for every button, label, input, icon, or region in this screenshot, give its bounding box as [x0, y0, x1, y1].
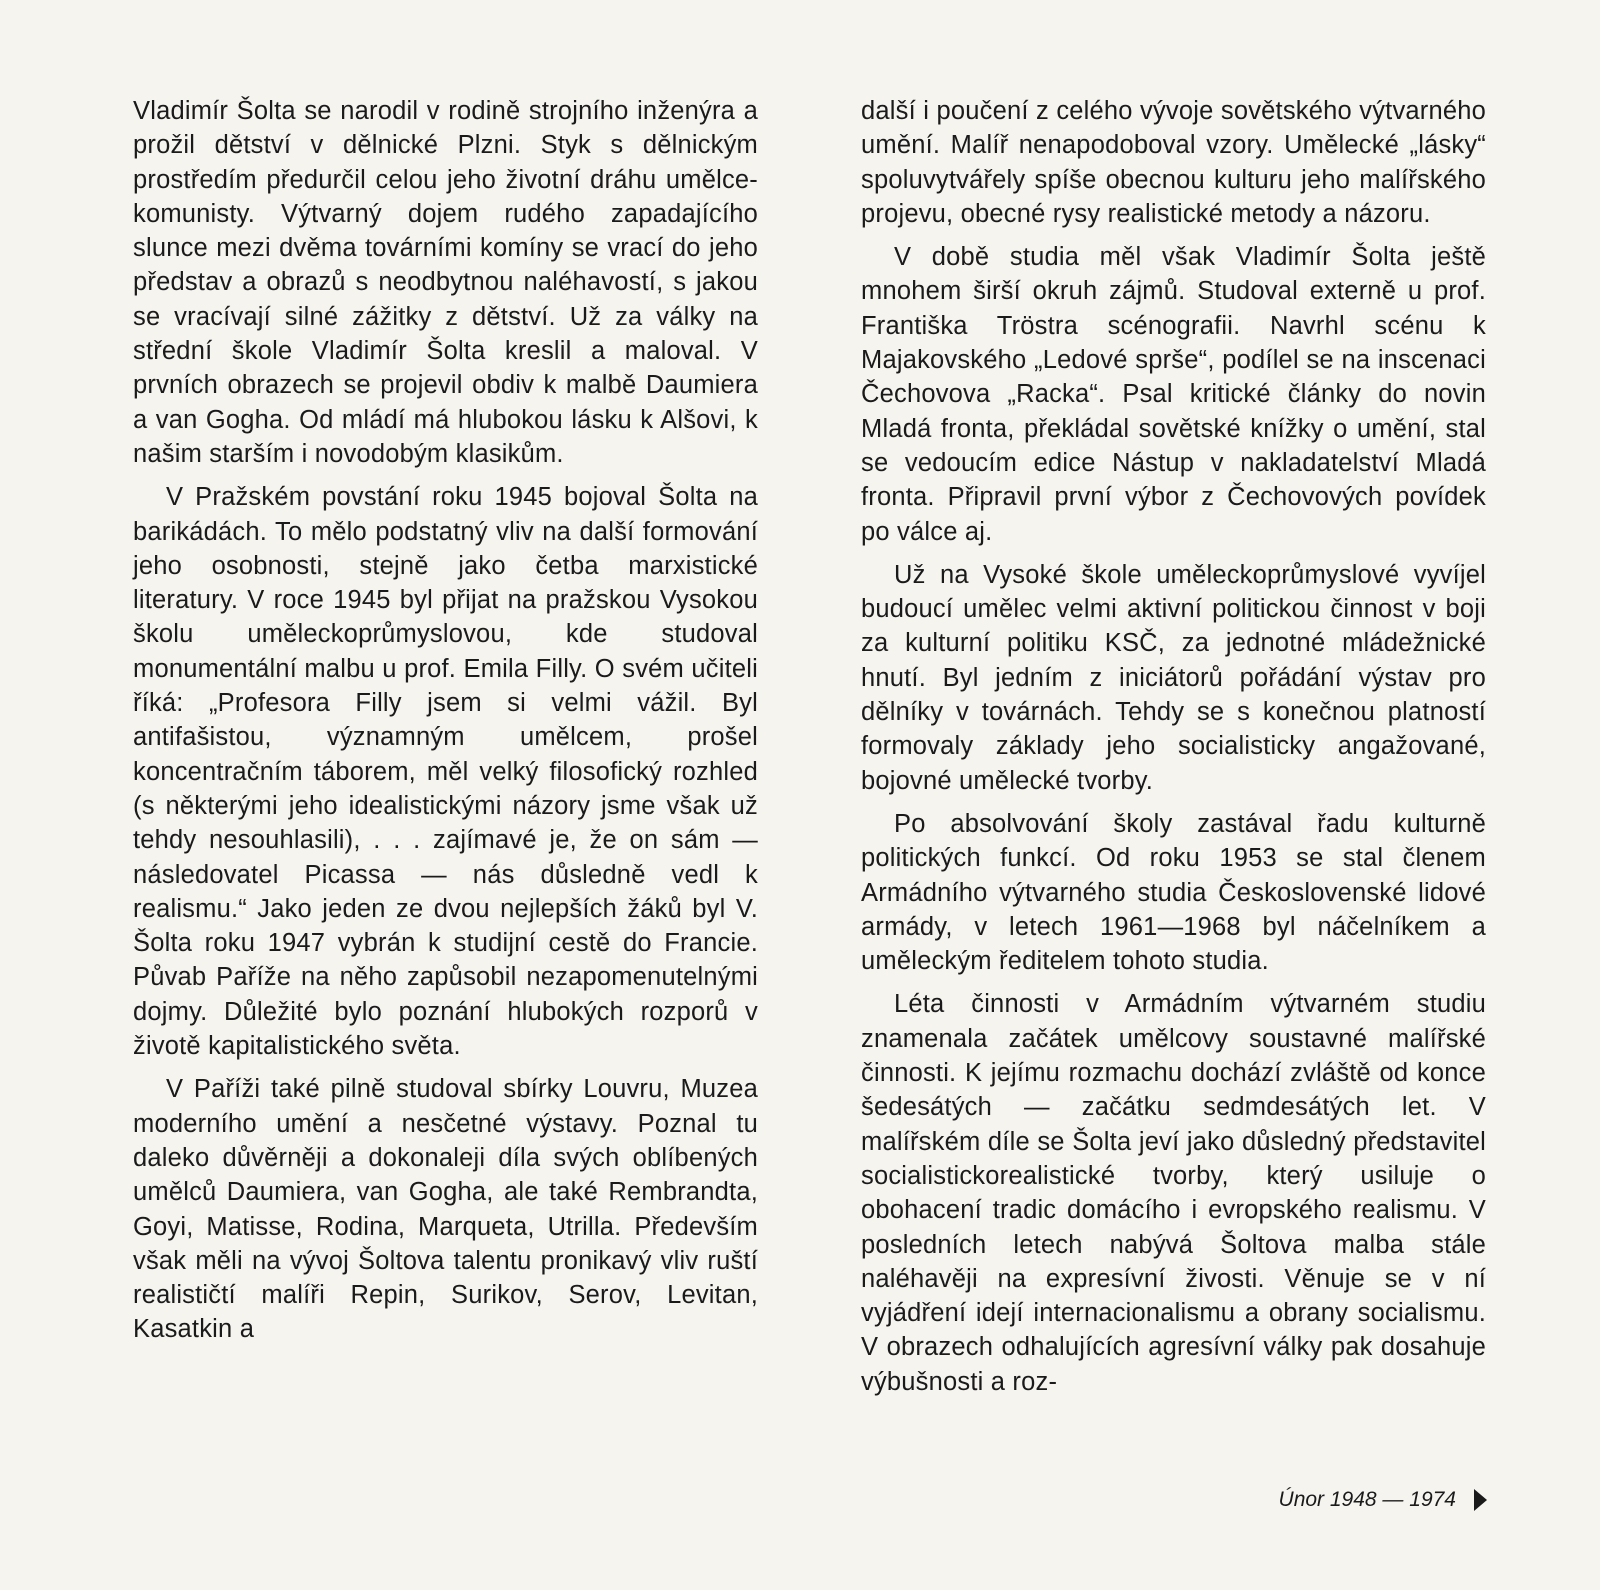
paragraph: V Pražském povstání roku 1945 bojoval Šolta na barikádách. To mělo podstatný vliv na další formování jeho osobnosti, stejně jako četba marxistické literatury. V roce 1945 byl přijat na pražskou Vysokou školu uměleckoprůmyslovou, kde studoval monumentální malbu u prof. Emila Filly. O svém učiteli říká: „Profesora Filly jsem si velmi vážil. Byl antifašistou, významným umělcem, prošel koncentračním táborem, měl velký filosofický rozhled (s některými jeho idealistickými názory jsme však už tehdy nesouhlasili), . . . zajímavé je, že on sám — následovatel Picassa — nás důsledně vedl k realismu.“ Jako jeden ze dvou nejlepších žáků byl V. Šolta roku 1947 vybrán k studijní cestě do Francie. Půvab Paříže na něho zapůsobil nezapomenutelnými dojmy. Důležité bylo poznání hlubokých rozporů v životě kapitalistického světa. — [133, 483, 758, 1061]
paragraph: V době studia měl však Vladimír Šolta ještě mnohem širší okruh zájmů. Studoval externě u prof. Františka Tröstra scénografii. Navrhl scénu k Majakovského „Ledové sprše“, podílel se na inscenaci Čechovova „Racka“. Psal kritické články do novin Mladá fronta, překládal sovětské knížky o umění, stal se vedoucím edice Nástup v nakladatelství Mladá fronta. Připravil první výbor z Čechovových povídek po válce aj. — [861, 243, 1486, 546]
triangle-right-icon[interactable] — [1474, 1489, 1487, 1511]
paragraph: další i poučení z celého vývoje sovětského výtvarného umění. Malíř nenapodoboval vzory. Umělecké „lásky“ spoluvytvářely spíše obecnou kulturu jeho malířského projevu, obecné rysy realistické metody a názoru. — [861, 97, 1486, 228]
left-text-column — [133, 94, 758, 1356]
page-footer — [1279, 1488, 1487, 1512]
paragraph: Vladimír Šolta se narodil v rodině strojního inženýra a prožil dětství v dělnické Plzni. Styk s dělnickým prostředím předurčil celou jeho životní dráhu umělce-komunisty. Výtvarný dojem rudého zapadajícího slunce mezi dvěma továrními komíny se vrací do jeho představ a obrazů s neodbytnou naléhavostí, s jakou se vracívají silné zážitky z dětství. Už za války na střední škole Vladimír Šolta kreslil a maloval. V prvních obrazech se projevil obdiv k malbě Daumiera a van Gogha. Od mládí má hlubokou lásku k Alšovi, k našim starším i novodobým klasikům. — [133, 97, 758, 468]
section-title: Únor 1948 — 1974 — [1278, 1488, 1456, 1511]
paragraph: Už na Vysoké škole uměleckoprůmyslové vyvíjel budoucí umělec velmi aktivní politickou činnost v boji za kulturní politiku KSČ, za jednotné mládežnické hnutí. Byl jedním z iniciátorů pořádání výstav pro dělníky v továrnách. Tehdy se s konečnou platností formovaly základy jeho socialisticky angažované, bojovné umělecké tvorby. — [861, 560, 1486, 795]
paragraph: V Paříži také pilně studoval sbírky Louvru, Muzea moderního umění a nesčetné výstavy. Poznal tu daleko důvěrněji a dokonaleji díla svých oblíbených umělců Daumiera, van Gogha, ale také Rembrandta, Goyi, Matisse, Rodina, Marqueta, Utrilla. Především však měli na vývoj Šoltova talentu pronikavý vliv ruští realističtí malíři Repin, Surikov, Serov, Levitan, Kasatkin a — [133, 1075, 758, 1344]
right-text-column — [861, 94, 1486, 1408]
paragraph: Po absolvování školy zastával řadu kulturně politických funkcí. Od roku 1953 se stal členem Armádního výtvarného studia Československé lidové armády, v letech 1961—1968 byl náčelníkem a uměleckým ředitelem tohoto studia. — [861, 809, 1486, 976]
paragraph: Léta činnosti v Armádním výtvarném studiu znamenala začátek umělcovy soustavné malířské činnosti. K jejímu rozmachu dochází zvláště od konce šedesátých — začátku sedmdesátých let. V malířském díle se Šolta jeví jako důsledný představitel socialistickorealistické tvorby, který usiluje o obohacení tradic domácího i evropského realismu. V posledních letech nabývá Šoltova malba stále naléhavěji na expresívní živosti. Věnuje se v ní vyjádření idejí internacionalismu a obrany socialismu. V obrazech odhalujících agresívní války pak dosahuje výbušnosti a roz- — [861, 990, 1486, 1396]
